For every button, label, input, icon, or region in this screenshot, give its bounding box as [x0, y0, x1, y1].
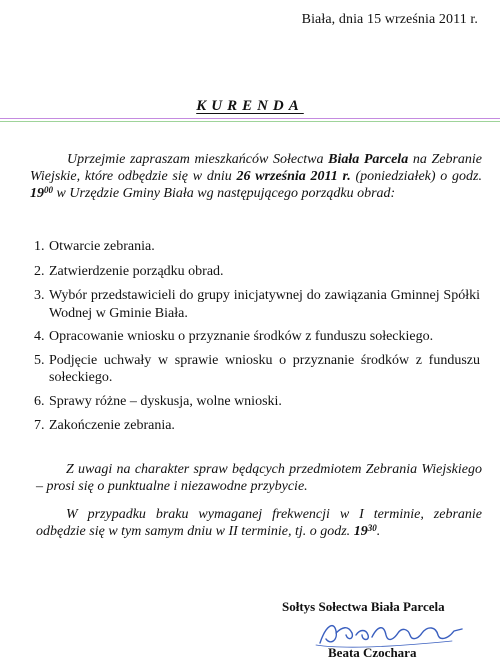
intro-text-part4: w Urzędzie Gminy Biała wg następującego porządku obrad:: [53, 186, 396, 201]
agenda-item: [34, 328, 480, 346]
intro-text-part1: Uprzejmie zapraszam mieszkańców Sołectwa: [67, 152, 329, 167]
meeting-date: 26 września 2011 r.: [236, 169, 351, 184]
signature-title: Sołtys Sołectwa Biała Parcela: [282, 599, 445, 614]
agenda-item: [34, 417, 480, 435]
date-line: Biała, dnia 15 września 2011 r.: [301, 12, 478, 27]
agenda-item-text: Podjęcie uchwały w sprawie wniosku o przyznanie środków z funduszu sołeckiego.: [49, 352, 480, 385]
second-term-minutes: 30: [367, 523, 377, 533]
meeting-hour: 19: [30, 186, 44, 201]
agenda-item: [34, 263, 480, 281]
closing-paragraph-1: [36, 461, 482, 495]
intro-text-part3: (poniedziałek) o godz.: [350, 169, 482, 184]
closing-paragraph-2: [36, 506, 482, 540]
agenda-item-text: Otwarcie zebrania.: [49, 239, 155, 254]
agenda-item-number: 1.: [34, 239, 45, 254]
intro-paragraph: [30, 151, 482, 202]
agenda-item: [34, 393, 480, 411]
header-rule-top: [0, 118, 500, 119]
agenda-item-number: 5.: [34, 352, 45, 368]
header-rule-bottom: [0, 121, 500, 122]
closing-text-2: W przypadku braku wymaganej frekwencji w I terminie, zebranie odbędzie się w tym samym dniu w II terminie, tj. o godz.: [36, 507, 482, 539]
agenda-item-number: 6.: [34, 393, 45, 409]
signature-name: Beata Czochara: [328, 645, 417, 660]
agenda-item-text: Zatwierdzenie porządku obrad.: [49, 263, 224, 279]
agenda-item-text: Opracowanie wniosku o przyznanie środków z funduszu sołeckiego.: [49, 329, 434, 344]
signature-block: [282, 599, 492, 660]
closing-section: [36, 461, 482, 540]
agenda-item-number: 2.: [34, 263, 45, 279]
agenda-item-text: Wybór przedstawicieli do grupy inicjatywnej do zawiązania Gminnej Spółki Wodnej w Gminie Biała.: [49, 288, 480, 321]
meeting-minutes: 00: [44, 185, 53, 195]
closing-text-2-end: .: [376, 524, 381, 539]
closing-text-1: Z uwagi na charakter spraw będących przedmiotem Zebrania Wiejskiego – prosi się o punktualne i niezawodne przybycie.: [36, 462, 482, 494]
agenda-item-number: 7.: [34, 418, 45, 433]
village-name: Biała Parcela: [328, 152, 409, 167]
agenda-item-text: Sprawy różne – dyskusja, wolne wnioski.: [49, 393, 282, 409]
second-term-hour: 19: [353, 524, 368, 539]
agenda-item: [34, 238, 480, 256]
agenda-item-number: 4.: [34, 329, 45, 344]
agenda-item-text: Zakończenie zebrania.: [49, 418, 175, 433]
agenda-item-number: 3.: [34, 288, 45, 303]
agenda-item: [34, 352, 480, 387]
handwritten-signature: [312, 615, 472, 649]
document-title: KURENDA: [196, 98, 304, 114]
agenda-item: [34, 287, 480, 322]
intro-text-part2: na Zebranie Wiejskie, które odbędzie się w dniu: [30, 152, 482, 184]
agenda-list: [34, 238, 480, 442]
